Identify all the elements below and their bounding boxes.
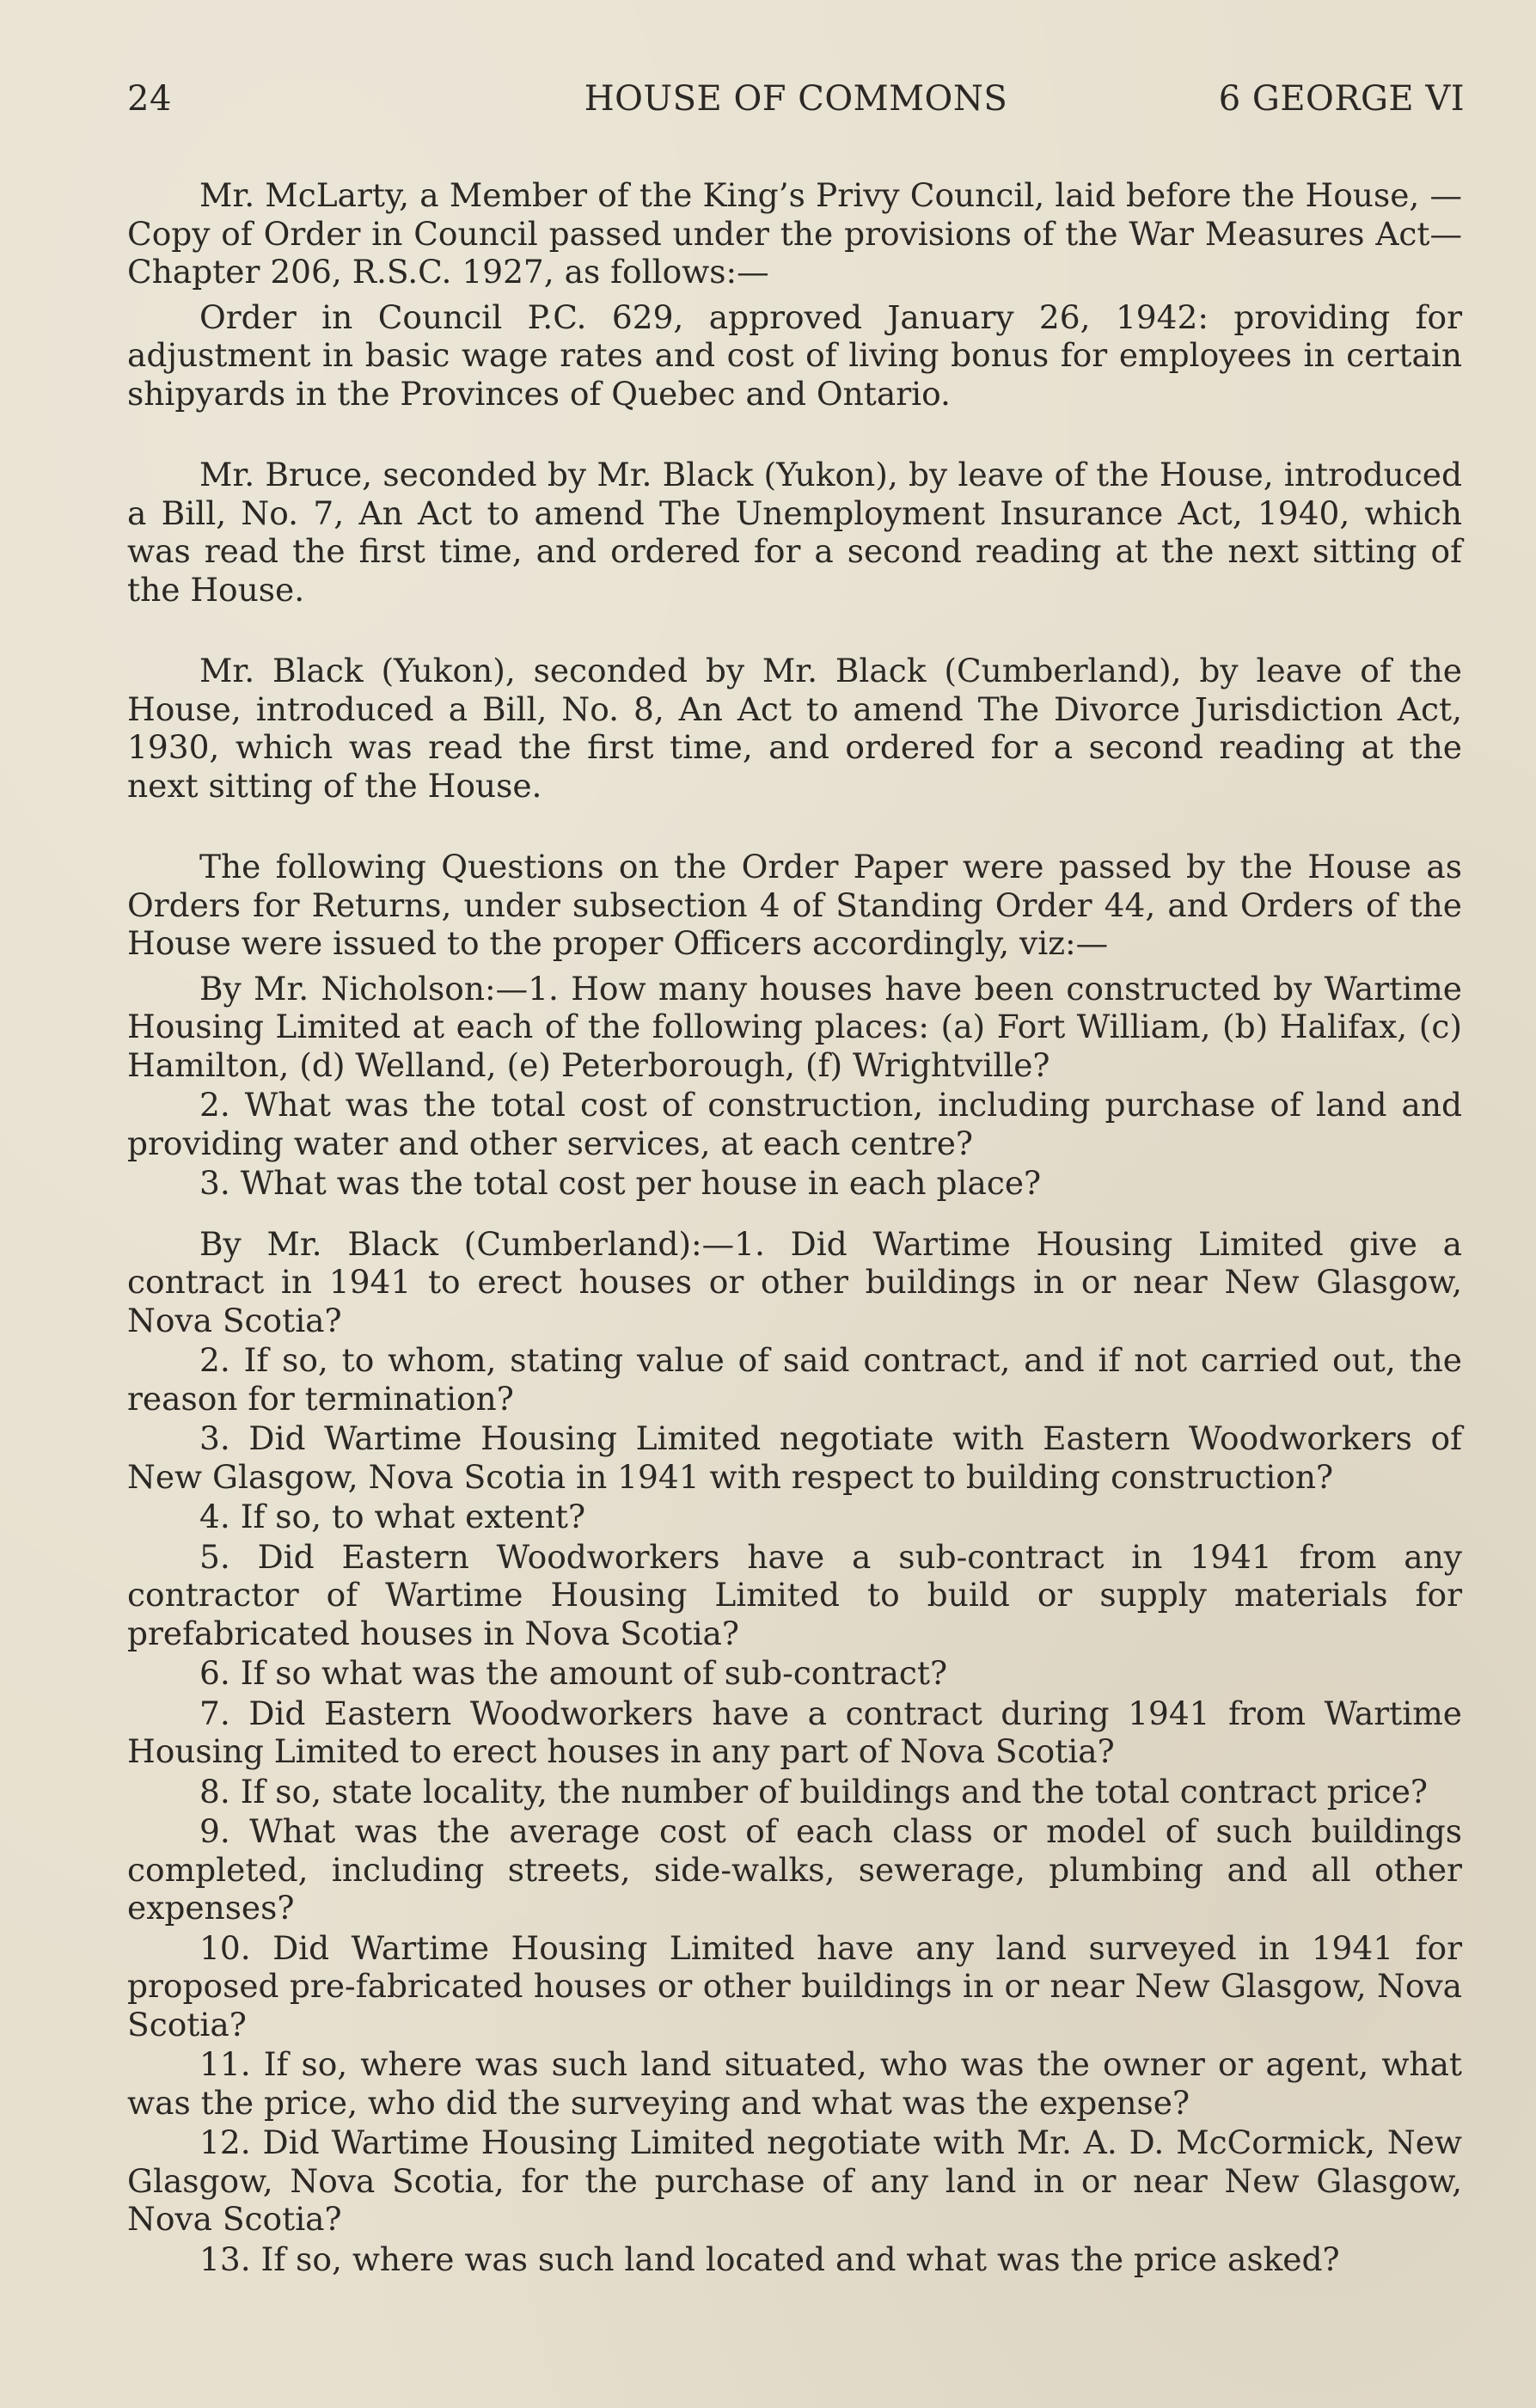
question-black-12: 12. Did Wartime Housing Limited negotiate with Mr. A. D. McCormick, New Glasgow, Nova Scotia, for the purchase of any land in or near New Glasgow, Nova Scotia?: [127, 2123, 1462, 2238]
question-black-2: 2. If so, to whom, stating value of said contract, and if not carried out, the reason for termination?: [127, 1341, 1462, 1418]
question-black-4: 4. If so, to what extent?: [199, 1498, 586, 1535]
question-black-11: 11. If so, where was such land situated, who was the owner or agent, what was the price, who did the surveying and what was the expense?: [127, 2045, 1462, 2122]
paragraph-order-in-council-detail: Order in Council P.C. 629, approved January 26, 1942: providing for adjustment in basic wage rates and cost of living bonus for employees in certain shipyards in the Provinces of Quebec and Ontario.: [127, 297, 1462, 413]
question-black-6: 6. If so what was the amount of sub-contract?: [199, 1654, 948, 1692]
page-number: 24: [127, 79, 172, 119]
paragraph-orders-for-returns: The following Questions on the Order Paper were passed by the House as Orders for Returns, under subsection 4 of Standing Order 44, and Orders of the House were issued to the proper Officers accordingly, viz:—: [127, 848, 1462, 962]
question-nicholson-3: 3. What was the total cost per house in each place?: [199, 1164, 1042, 1202]
question-black-10: 10. Did Wartime Housing Limited have any land surveyed in 1941 for proposed pre-fabricated houses or other buildings in or near New Glasgow, Nova Scotia?: [127, 1928, 1462, 2043]
question-black-7: 7. Did Eastern Woodworkers have a contract during 1941 from Wartime Housing Limited to erect houses in any part of Nova Scotia?: [127, 1694, 1462, 1770]
question-nicholson-1: By Mr. Nicholson:—1. How many houses have been constructed by Wartime Housing Limited at each of the following places: (a) Fort William, (b) Halifax, (c) Hamilton, (d) Welland, (e) Peterborough, (f) Wrightville?: [127, 969, 1462, 1084]
running-title: HOUSE OF COMMONS: [584, 79, 1008, 119]
question-black-3: 3. Did Wartime Housing Limited negotiate with Eastern Woodworkers of New Glasgow, Nova Scotia in 1941 with respect to building construction?: [127, 1419, 1462, 1496]
page-header: [127, 79, 1465, 131]
session-label: 6 GEORGE VI: [1218, 79, 1465, 119]
paragraph-bill-7: Mr. Bruce, seconded by Mr. Black (Yukon), by leave of the House, introduced a Bill, No. 7, An Act to amend The Unemployment Insurance Act, 1940, which was read the first time, and ordered for a second reading at the next sitting of the House.: [127, 456, 1462, 609]
question-black-8: 8. If so, state locality, the number of buildings and the total contract price?: [199, 1772, 1428, 1811]
paragraph-bill-8: Mr. Black (Yukon), seconded by Mr. Black (Cumberland), by leave of the House, introduced a Bill, No. 8, An Act to amend The Divorce Jurisdiction Act, 1930, which was read the first time, and ordered for a second reading at the next sitting of the House.: [127, 652, 1462, 805]
paragraph-order-in-council-intro: Mr. McLarty, a Member of the King’s Privy Council, laid before the House, —Copy of Order in Council passed under the provisions of the War Measures Act—Chapter 206, R.S.C. 1927, as follows:—: [127, 176, 1462, 291]
question-black-13: 13. If so, where was such land located and what was the price asked?: [199, 2240, 1340, 2278]
question-nicholson-2: 2. What was the total cost of construction, including purchase of land and providing water and other services, at each centre?: [127, 1086, 1462, 1162]
page-body: [127, 176, 1462, 2278]
question-black-5: 5. Did Eastern Woodworkers have a sub-contract in 1941 from any contractor of Wartime Housing Limited to build or supply materials for prefabricated houses in Nova Scotia?: [127, 1537, 1462, 1652]
question-black-9: 9. What was the average cost of each class or model of such buildings completed, including streets, side-walks, sewerage, plumbing and all other expenses?: [127, 1812, 1462, 1927]
question-black-1: By Mr. Black (Cumberland):—1. Did Wartime Housing Limited give a contract in 1941 to erect houses or other buildings in or near New Glasgow, Nova Scotia?: [127, 1224, 1462, 1339]
